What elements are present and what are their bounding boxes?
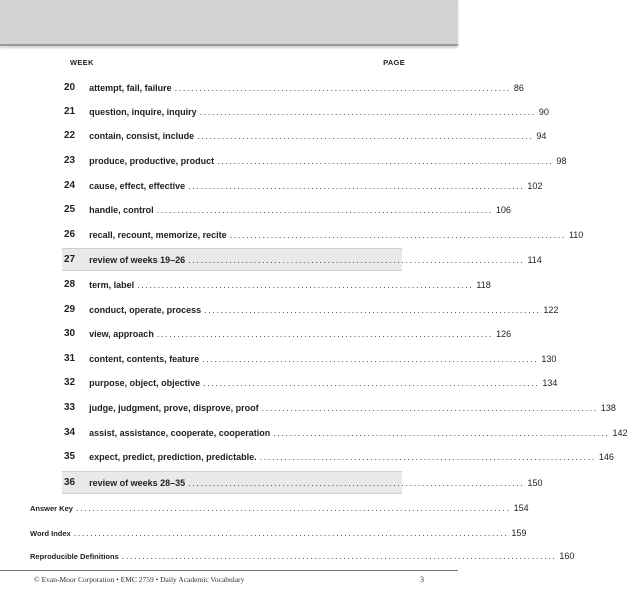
toc-row[interactable] (62, 199, 511, 220)
footer-credit: © Evan-Moor Corporation • EMC 2759 • Daily Academic Vocabulary (34, 575, 245, 584)
entry-page: 90 (538, 106, 549, 117)
week-number: 23 (64, 155, 76, 166)
dot-leader: .................................................................................. (203, 377, 540, 388)
dot-leader: .................................................................................. (188, 180, 525, 191)
entry-page: 142 (612, 427, 627, 438)
week-column-header: WEEK (70, 58, 94, 67)
week-number: 24 (64, 180, 76, 191)
entry-title: attempt, fail, failure (89, 82, 172, 93)
entry-page: 106 (495, 204, 511, 215)
back-matter-page: 159 (511, 528, 527, 538)
week-number: 28 (64, 279, 76, 290)
week-number: 31 (64, 353, 76, 364)
week-number: 32 (64, 377, 76, 388)
dot-leader: .................................................................................. (174, 82, 511, 93)
toc-row[interactable] (62, 348, 557, 369)
toc-row[interactable] (62, 101, 549, 122)
page-number: 3 (420, 575, 424, 584)
toc-row[interactable] (62, 274, 491, 295)
week-number: 25 (64, 204, 76, 215)
entry-title: view, approach (89, 328, 154, 339)
week-number: 21 (64, 106, 76, 117)
entry-title: handle, control (89, 204, 154, 215)
entry-page: 110 (568, 229, 584, 240)
toc-row[interactable] (62, 372, 558, 393)
dot-leader: .................................................................................. (229, 229, 566, 240)
toc-row[interactable] (62, 299, 559, 320)
toc-row[interactable] (62, 150, 567, 171)
back-matter-title: Reproducible Definitions (30, 551, 119, 561)
entry-title: review of weeks 28–35 (89, 477, 186, 488)
toc-row[interactable] (62, 175, 543, 196)
toc-row[interactable] (62, 422, 627, 443)
week-number: 30 (64, 328, 76, 339)
toc-row[interactable] (62, 446, 614, 467)
entry-page: 102 (527, 180, 543, 191)
week-number: 29 (64, 304, 76, 315)
toc-row[interactable] (62, 77, 524, 98)
week-number: 34 (64, 427, 76, 438)
dot-leader: .................................................................................. (156, 328, 494, 339)
entry-title: judge, judgment, prove, disprove, proof (89, 402, 259, 413)
entry-page: 130 (541, 353, 557, 364)
week-number: 36 (64, 477, 76, 488)
dot-leader: .......................................................................................................... (73, 528, 509, 538)
entry-title: assist, assistance, cooperate, cooperation (89, 427, 271, 438)
week-number: 33 (64, 402, 76, 413)
back-matter-row[interactable] (30, 500, 529, 516)
week-number: 27 (64, 254, 76, 265)
back-matter-title: Word Index (30, 528, 71, 538)
toc-row[interactable] (62, 125, 547, 146)
toc-row[interactable] (62, 397, 616, 418)
dot-leader: .................................................................................. (137, 279, 474, 290)
entry-page: 122 (543, 304, 559, 315)
entry-page: 126 (496, 328, 512, 339)
dot-leader: .................................................................................. (156, 204, 493, 215)
dot-leader: .................................................................................. (217, 155, 554, 166)
dot-leader: .......................................................................................................... (75, 503, 511, 513)
entry-page: 146 (598, 451, 614, 462)
entry-title: contain, consist, include (89, 130, 195, 141)
entry-page: 94 (536, 130, 547, 141)
entry-title: cause, effect, effective (89, 180, 186, 191)
back-matter-page: 154 (513, 503, 529, 513)
toc-row-review[interactable] (62, 471, 543, 494)
entry-page: 150 (527, 477, 543, 488)
dot-leader: .................................................................................. (188, 254, 525, 265)
dot-leader: .................................................................................. (204, 304, 541, 315)
top-banner (0, 0, 458, 46)
entry-title: term, label (89, 279, 135, 290)
week-number: 22 (64, 130, 76, 141)
entry-title: recall, recount, memorize, recite (89, 229, 227, 240)
back-matter-row[interactable] (30, 548, 575, 564)
week-number: 20 (64, 82, 76, 93)
entry-page: 98 (556, 155, 567, 166)
entry-title: content, contents, feature (89, 353, 200, 364)
entry-title: expect, predict, prediction, predictable. (89, 451, 257, 462)
entry-title: conduct, operate, process (89, 304, 202, 315)
week-number: 35 (64, 451, 76, 462)
dot-leader: .................................................................................. (261, 402, 598, 413)
week-number: 26 (64, 229, 76, 240)
dot-leader: .................................................................................. (202, 353, 539, 364)
entry-title: produce, productive, product (89, 155, 215, 166)
entry-page: 134 (542, 377, 558, 388)
dot-leader: .................................................................................. (199, 106, 536, 117)
back-matter-page: 160 (559, 551, 575, 561)
dot-leader: .................................................................................. (259, 451, 596, 462)
entry-title: review of weeks 19–26 (89, 254, 186, 265)
entry-page: 114 (527, 254, 542, 265)
footer-divider (0, 570, 458, 571)
back-matter-row[interactable] (30, 525, 527, 541)
toc-row[interactable] (62, 224, 584, 245)
dot-leader: .................................................................................. (273, 427, 610, 438)
back-matter-title: Answer Key (30, 503, 73, 513)
entry-page: 118 (476, 279, 491, 290)
entry-page: 86 (513, 82, 524, 93)
entry-title: purpose, object, objective (89, 377, 201, 388)
toc-row-review[interactable] (62, 248, 542, 271)
entry-title: question, inquire, inquiry (89, 106, 197, 117)
dot-leader: .................................................................................. (188, 477, 525, 488)
entry-page: 138 (600, 402, 616, 413)
dot-leader: .......................................................................................................... (121, 551, 557, 561)
page-column-header: PAGE (383, 58, 405, 67)
toc-row[interactable] (62, 323, 512, 344)
dot-leader: .................................................................................. (197, 130, 534, 141)
